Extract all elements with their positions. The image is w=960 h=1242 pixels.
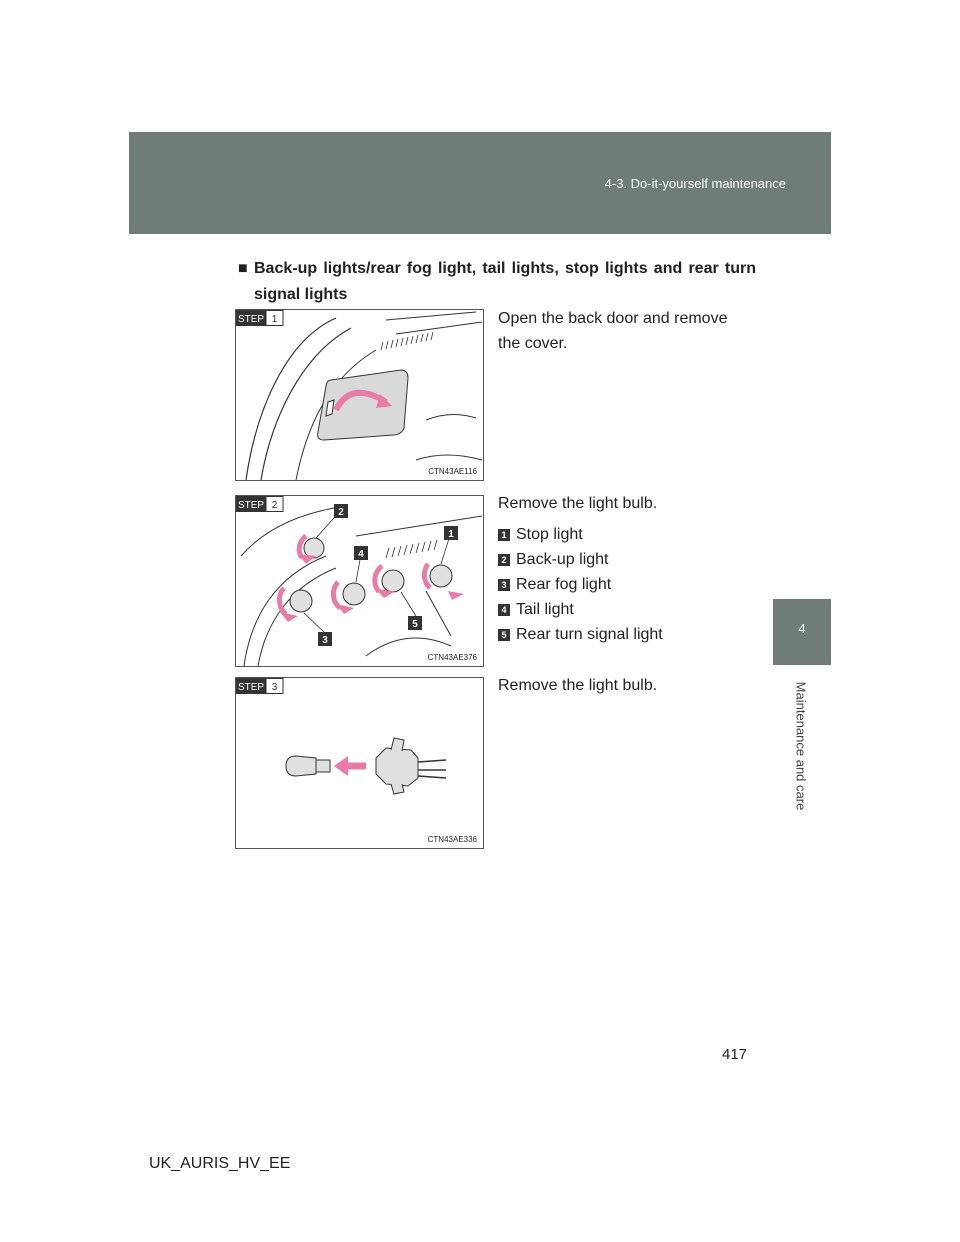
section-title: 4-3. Do-it-yourself maintenance <box>604 176 786 191</box>
callout-3 <box>318 632 332 646</box>
svg-text:3: 3 <box>322 635 328 646</box>
callout-5 <box>408 616 422 630</box>
figure-code: CTN43AE116 <box>428 467 477 476</box>
svg-text:1: 1 <box>448 529 454 540</box>
callout-4 <box>354 546 368 560</box>
svg-text:3: 3 <box>271 682 278 693</box>
chapter-tab-label <box>791 676 811 816</box>
step-2-figure <box>235 495 484 667</box>
legend-item: 5 Rear turn signal light <box>498 622 663 647</box>
step-3-badge <box>236 678 284 694</box>
square-bullet-icon: ■ <box>238 260 248 277</box>
document-code: UK_AURIS_HV_EE <box>149 1155 291 1172</box>
legend-item: 4 Tail light <box>498 597 663 622</box>
legend-item: 1 Stop light <box>498 522 663 547</box>
bulb-legend <box>498 522 663 647</box>
chapter-number: 4 <box>798 621 806 636</box>
step-1-text: Open the back door and remove the cover. <box>498 310 728 352</box>
svg-text:2: 2 <box>338 507 344 518</box>
step-2-badge <box>236 496 284 512</box>
chapter-title: Maintenance and care <box>793 681 809 811</box>
heading-text: Back-up lights/rear fog light, tail lights, stop lights and rear turn signal lights <box>254 260 756 303</box>
svg-text:4: 4 <box>358 549 364 560</box>
svg-text:STEP: STEP <box>237 500 265 511</box>
page-number: 417 <box>722 1046 748 1063</box>
step-1-figure <box>235 309 484 481</box>
step-3-figure <box>235 677 484 849</box>
legend-item: 3 Rear fog light <box>498 572 663 597</box>
bulb-removal-illustration <box>236 678 483 848</box>
callout-2 <box>334 504 348 518</box>
section-header <box>129 132 831 234</box>
section-heading <box>238 256 756 308</box>
callout-1 <box>444 526 458 540</box>
step-3-text: Remove the light bulb. <box>498 677 658 694</box>
svg-text:STEP: STEP <box>237 682 265 693</box>
chapter-tab <box>773 599 831 665</box>
svg-text:STEP: STEP <box>237 314 265 325</box>
figure-code: CTN43AE336 <box>427 835 477 844</box>
step-1-badge <box>236 310 284 326</box>
step-2-text: Remove the light bulb. <box>498 495 658 512</box>
svg-text:2: 2 <box>271 500 278 511</box>
svg-text:1: 1 <box>271 314 278 325</box>
back-door-cover-illustration <box>236 310 483 480</box>
figure-code: CTN43AE376 <box>427 653 477 662</box>
svg-text:5: 5 <box>412 619 418 630</box>
callout-layer <box>236 496 483 666</box>
legend-item: 2 Back-up light <box>498 547 663 572</box>
